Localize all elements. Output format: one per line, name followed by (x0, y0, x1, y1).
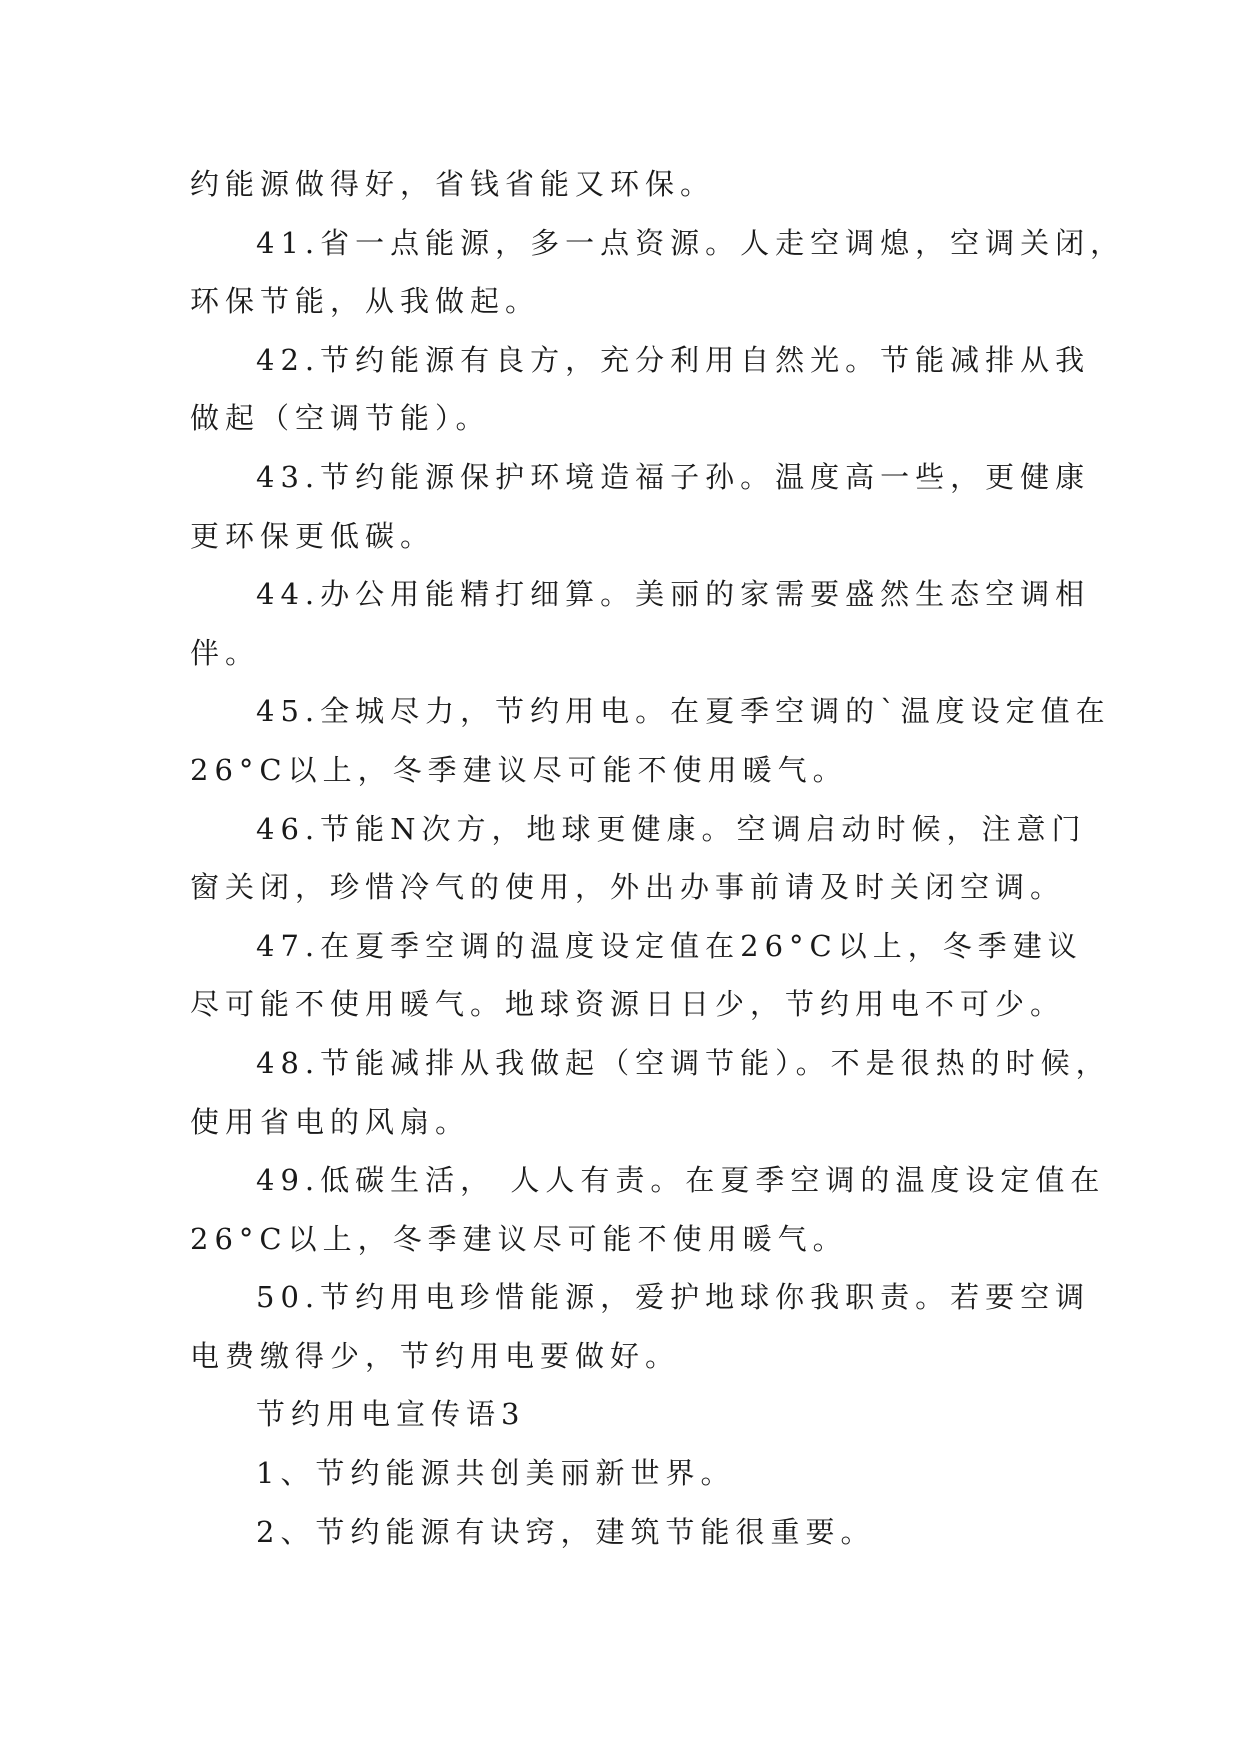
text-line: 1、节约能源共创美丽新世界。 (256, 1456, 736, 1491)
section-heading: 节约用电宣传语3 (256, 1397, 526, 1432)
text-line: 尽可能不使用暖气。地球资源日日少，节约用电不可少。 (190, 987, 1066, 1022)
text-line: 电费缴得少，节约用电要做好。 (190, 1338, 681, 1373)
text-line: 26°C以上，冬季建议尽可能不使用暖气。 (190, 1221, 848, 1256)
text-line: 窗关闭，珍惜冷气的使用，外出办事前请及时关闭空调。 (190, 870, 1066, 905)
text-line: 43.节约能源保护环境造福子孙。温度高一些，更健康 (256, 459, 1091, 494)
text-line: 做起（空调节能）。 (190, 401, 491, 436)
text-line: 伴。 (190, 635, 261, 670)
text-line: 46.节能N次方，地球更健康。空调启动时候，注意门 (256, 811, 1087, 846)
text-line: 26°C以上，冬季建议尽可能不使用暖气。 (190, 752, 848, 787)
text-line: 47.在夏季空调的温度设定值在26°C以上，冬季建议 (256, 928, 1083, 963)
text-line: 41.省一点能源，多一点资源。人走空调熄，空调关闭， (256, 225, 1126, 260)
text-line: 49.低碳生活， 人人有责。在夏季空调的温度设定值在 (256, 1163, 1106, 1198)
text-line: 使用省电的风扇。 (190, 1104, 471, 1139)
text-line: 环保节能，从我做起。 (190, 284, 541, 319)
text-line: 50.节约用电珍惜能源，爱护地球你我职责。若要空调 (256, 1280, 1091, 1315)
document-body (190, 155, 1126, 1561)
text-line: 48.节能减排从我做起（空调节能）。不是很热的时候， (256, 1045, 1111, 1080)
text-line: 44.办公用能精打细算。美丽的家需要盛然生态空调相 (256, 577, 1091, 612)
text-line: 约能源做得好，省钱省能又环保。 (190, 167, 716, 201)
text-line: 45.全城尽力，节约用电。在夏季空调的`温度设定值在 (256, 694, 1111, 729)
text-line: 2、节约能源有诀窍，建筑节能很重要。 (256, 1514, 876, 1549)
text-line: 42.节约能源有良方，充分利用自然光。节能减排从我 (256, 342, 1091, 377)
text-line: 更环保更低碳。 (190, 518, 436, 553)
